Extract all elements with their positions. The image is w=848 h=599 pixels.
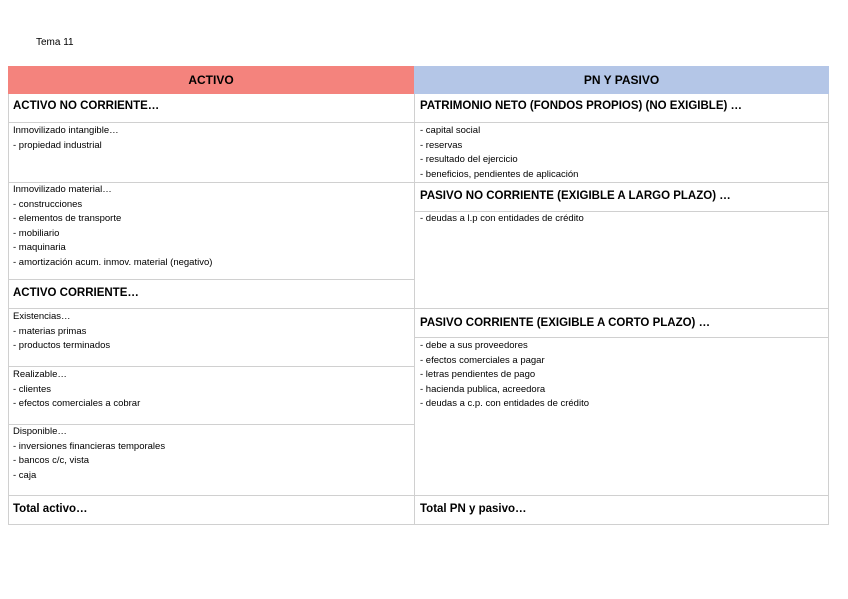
list-item: - construcciones bbox=[13, 198, 83, 210]
activo-header: ACTIVO bbox=[8, 66, 414, 94]
list-item: - capital social bbox=[420, 125, 481, 136]
pasivo-no-corriente-list bbox=[420, 212, 584, 227]
activo-no-corriente-title: ACTIVO NO CORRIENTE… bbox=[13, 100, 160, 112]
list-item: Inmovilizado material… bbox=[13, 184, 112, 195]
row-divider bbox=[8, 366, 414, 367]
column-divider bbox=[414, 66, 415, 525]
list-item: - bancos c/c, vista bbox=[13, 455, 90, 467]
row-divider bbox=[414, 122, 829, 123]
list-item: - efectos comerciales a pagar bbox=[420, 354, 545, 366]
document-label: Tema 11 bbox=[36, 37, 74, 48]
list-item: - letras pendientes de pago bbox=[420, 369, 536, 381]
realizable-list bbox=[13, 368, 140, 412]
list-item: - inversiones financieras temporales bbox=[13, 440, 166, 452]
material-list bbox=[13, 183, 212, 271]
list-item: - clientes bbox=[13, 383, 52, 395]
pn-pasivo-header: PN Y PASIVO bbox=[414, 66, 829, 94]
patrimonio-neto-title: PATRIMONIO NETO (FONDOS PROPIOS) (NO EXIGIBLE) … bbox=[420, 100, 743, 112]
intangible-list bbox=[13, 124, 119, 153]
patrimonio-neto-list bbox=[420, 124, 578, 182]
list-item: - hacienda publica, acreedora bbox=[420, 383, 546, 395]
row-divider bbox=[8, 308, 414, 309]
list-item: - elementos de transporte bbox=[13, 213, 122, 225]
row-divider bbox=[8, 122, 414, 123]
list-item: - caja bbox=[13, 469, 37, 481]
total-activo: Total activo… bbox=[13, 503, 88, 515]
pasivo-corriente-title: PASIVO CORRIENTE (EXIGIBLE A CORTO PLAZO) … bbox=[420, 317, 711, 329]
list-item: - propiedad industrial bbox=[13, 139, 102, 151]
row-divider bbox=[414, 308, 829, 309]
list-item: Inmovilizado intangible… bbox=[13, 125, 119, 136]
list-item: - maquinaria bbox=[13, 242, 66, 254]
existencias-list bbox=[13, 310, 110, 354]
list-item: - resultado del ejercicio bbox=[420, 154, 518, 166]
total-pn-pasivo: Total PN y pasivo… bbox=[420, 503, 527, 515]
list-item: - efectos comerciales a cobrar bbox=[13, 398, 141, 410]
list-item: Realizable… bbox=[13, 369, 67, 380]
list-item: - productos terminados bbox=[13, 340, 111, 352]
pasivo-no-corriente-title: PASIVO NO CORRIENTE (EXIGIBLE A LARGO PLAZO) … bbox=[420, 190, 731, 202]
list-item: - reservas bbox=[420, 139, 463, 151]
list-item: Disponible… bbox=[13, 426, 67, 437]
list-item: Existencias… bbox=[13, 311, 71, 322]
list-item: - materias primas bbox=[13, 325, 87, 337]
list-item: - beneficios, pendientes de aplicación bbox=[420, 168, 579, 180]
row-divider bbox=[414, 337, 829, 338]
disponible-list bbox=[13, 425, 165, 483]
activo-corriente-title: ACTIVO CORRIENTE… bbox=[13, 287, 139, 299]
row-divider bbox=[8, 279, 414, 280]
list-item: - mobiliario bbox=[13, 227, 60, 239]
list-item: - deudas a c.p. con entidades de crédito bbox=[420, 398, 590, 410]
row-divider bbox=[8, 495, 829, 496]
list-item: - amortización acum. inmov. material (negativo) bbox=[13, 256, 213, 268]
list-item: - debe a sus proveedores bbox=[420, 340, 528, 351]
pasivo-corriente-list bbox=[420, 339, 589, 412]
list-item: - deudas a l.p con entidades de crédito bbox=[420, 213, 584, 224]
